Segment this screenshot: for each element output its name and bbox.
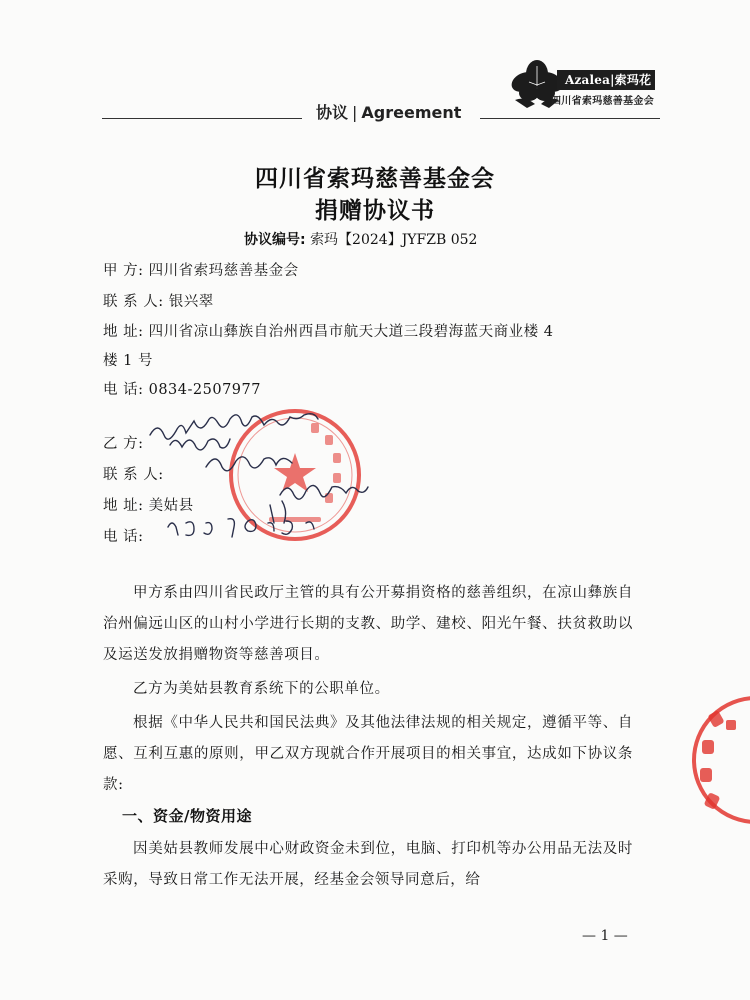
logo-org-name: 四川省索玛慈善基金会 (551, 96, 654, 107)
section-heading-1: 一、资金/物资用途 (122, 807, 252, 825)
party-a-phone: 电 话: 0834-2507977 (103, 382, 261, 398)
doc-number-label: 协议编号: (244, 232, 306, 248)
header-separator: | (352, 103, 358, 122)
header-label (316, 100, 461, 123)
party-a-contact: 联 系 人: 银兴翠 (103, 294, 214, 310)
party-b-phone-label: 电 话: (103, 529, 144, 545)
paragraph-3-text: 根据《中华人民共和国民法典》及其他法律法规的相关规定，遵循平等、自愿、互利互惠的原则，甲乙双方现就合作开展项目的相关事宜，达成如下协议条款: (103, 715, 633, 793)
header-rule-right (480, 118, 660, 119)
header-rule-left (102, 118, 302, 119)
foundation-logo (505, 52, 675, 110)
party-b-address-label: 地 址: 美姑县 (103, 498, 194, 514)
header-cn: 协议 (316, 103, 349, 122)
page-number: — 1 — (582, 928, 628, 944)
header-en: Agreement (361, 103, 462, 122)
paragraph-1 (103, 578, 633, 671)
paragraph-2 (103, 674, 633, 705)
party-a-address-1: 地 址: 四川省凉山彝族自治州西昌市航天大道三段碧海蓝天商业楼 4 (103, 324, 554, 340)
paragraph-4-text: 因美姑县教师发展中心财政资金未到位，电脑、打印机等办公用品无法及时采购，导致日常工作无法开展，经基金会领导同意后，给 (103, 841, 633, 888)
doc-number-value: 索玛【2024】JYFZB 052 (310, 232, 478, 248)
paragraph-1-text: 甲方系由四川省民政厅主管的具有公开募捐资格的慈善组织，在凉山彝族自治州偏远山区的山村小学进行长期的支教、助学、建校、阳光午餐、扶贫救助以及运送发放捐赠物资等慈善项目。 (103, 585, 633, 663)
title-line-1: 四川省索玛慈善基金会 (255, 166, 495, 192)
doc-number (244, 229, 477, 249)
party-b-contact-label: 联 系 人: (103, 467, 164, 483)
handwritten-signature (110, 405, 410, 555)
party-b-name-label: 乙 方: (103, 436, 144, 452)
logo-brand: Azalea|索玛花 (557, 70, 655, 90)
paragraph-4 (103, 834, 633, 896)
party-a-address-2: 楼 1 号 (103, 353, 153, 369)
paragraph-3 (103, 708, 633, 801)
edge-seal-icon (690, 690, 750, 830)
party-a-name: 甲 方: 四川省索玛慈善基金会 (103, 263, 299, 279)
title-line-2: 捐赠协议书 (315, 198, 435, 224)
paragraph-2-text: 乙方为美姑县教育系统下的公职单位。 (133, 681, 390, 697)
